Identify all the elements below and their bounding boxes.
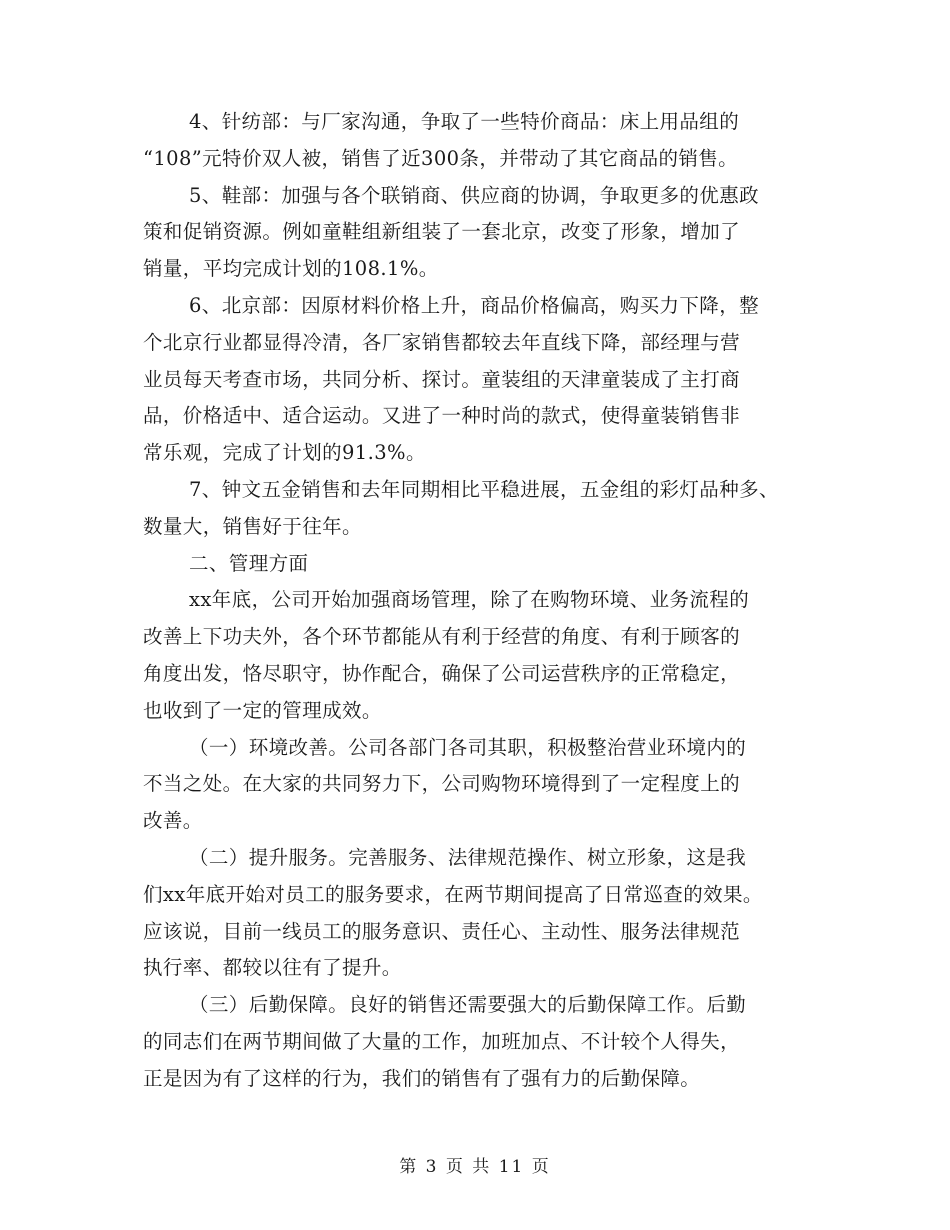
text-line: 改善上下功夫外，各个环节都能从有利于经营的角度、有利于顾客的 [143,625,741,649]
page-footer: 第 3 页 共 11 页 [399,1157,551,1177]
text-line: 4、针纺部：与厂家沟通，争取了一些特价商品：床上用品组的 [189,110,740,133]
text-line: 业员每天考查市场，共同分析、探讨。童装组的天津童装成了主打商 [143,367,741,391]
text-line: 策和促销资源。例如童鞋组新组装了一套北京，改变了形象，增加了 [143,220,741,244]
text-line: 常乐观，完成了计划的91.3%。 [143,441,426,465]
text-line: 销量，平均完成计划的108.1%。 [143,257,439,281]
text-line: xx年底，公司开始加强商场管理，除了在购物环境、业务流程的 [189,588,750,612]
text-line: 6、北京部：因原材料价格上升，商品价格偏高，购买力下降，整 [189,293,760,317]
text-line: 执行率、都较以往有了提升。 [143,956,402,980]
text-line: 个北京行业都显得冷清，各厂家销售都较去年直线下降，部经理与营 [143,330,741,354]
text-line: （三）后勤保障。良好的销售还需要强大的后勤保障工作。后勤 [189,993,747,1017]
text-line: 的同志们在两节期间做了大量的工作，加班加点、不计较个人得失， [143,1029,741,1053]
text-line: 5、鞋部：加强与各个联销商、供应商的协调，争取更多的优惠政 [189,183,760,207]
text-line: 改善。 [143,809,203,833]
text-line: 角度出发，恪尽职守，协作配合，确保了公司运营秩序的正常稳定， [143,661,741,685]
text-line: 数量大，销售好于往年。 [143,514,362,538]
text-line: 也收到了一定的管理成效。 [143,698,382,722]
text-line: 们xx年底开始对员工的服务要求，在两节期间提高了日常巡查的效果。 [143,882,763,906]
text-line: 品，价格适中、适合运动。又进了一种时尚的款式，使得童装销售非 [143,404,741,428]
text-line: 应该说，目前一线员工的服务意识、责任心、主动性、服务法律规范 [143,919,741,943]
text-line: 不当之处。在大家的共同努力下，公司购物环境得到了一定程度上的 [143,772,741,796]
text-line: 二、管理方面 [189,551,309,575]
text-line: （二）提升服务。完善服务、法律规范操作、树立形象，这是我 [189,845,747,869]
document-body [143,104,833,1098]
text-line: （一）环境改善。公司各部门各司其职，积极整治营业环境内的 [189,735,747,759]
text-line: 正是因为有了这样的行为，我们的销售有了强有力的后勤保障。 [143,1066,701,1090]
text-line: 7、钟文五金销售和去年同期相比平稳进展，五金组的彩灯品种多、 [189,477,779,501]
text-line: “108”元特价双人被，销售了近300条，并带动了其它商品的销售。 [143,146,739,170]
